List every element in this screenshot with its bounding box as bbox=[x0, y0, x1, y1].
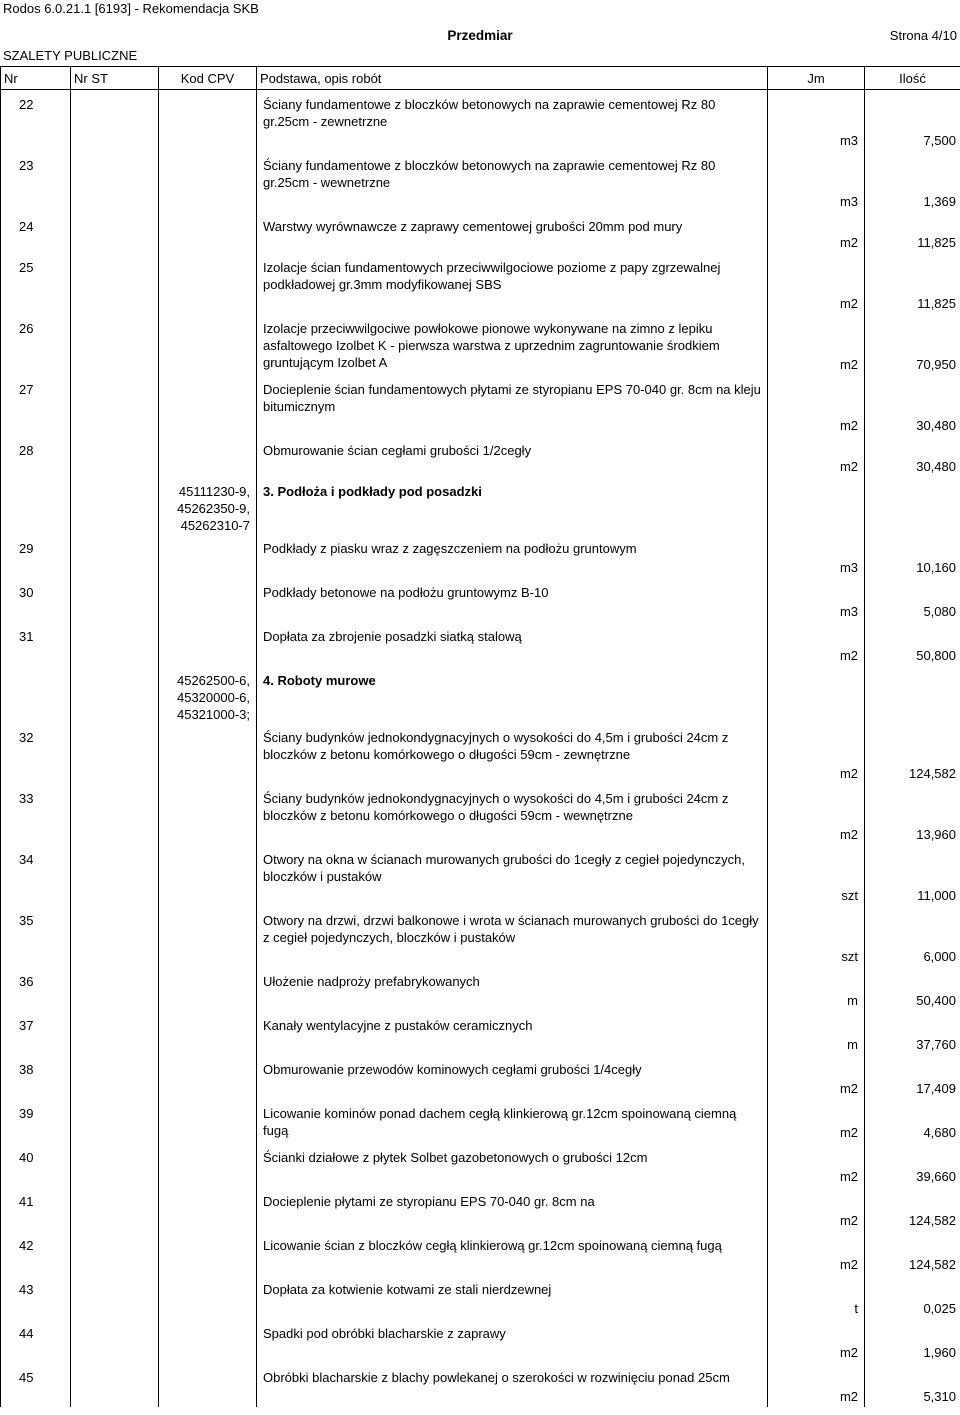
table-row bbox=[1, 967, 960, 1011]
cell-unit: m3 bbox=[768, 534, 865, 578]
cell-cpv bbox=[159, 314, 257, 375]
cell-quantity: 11,000 bbox=[865, 845, 960, 906]
cell-unit: m2 bbox=[768, 375, 865, 436]
cell-quantity: 70,950 bbox=[865, 314, 960, 375]
section-row bbox=[1, 666, 960, 723]
cell-nr: 45 bbox=[1, 1363, 71, 1407]
cell-nr: 24 bbox=[1, 212, 71, 253]
cell-description: Podkłady betonowe na podłożu gruntowymz B-10 bbox=[257, 578, 768, 622]
cell-cpv bbox=[159, 212, 257, 253]
cell-nr: 43 bbox=[1, 1275, 71, 1319]
cell-description: Dopłata za zbrojenie posadzki siatką stalową bbox=[257, 622, 768, 666]
cell-cpv bbox=[159, 1231, 257, 1275]
column-header-nr: Nr bbox=[1, 67, 71, 90]
cell-description: Obróbki blacharskie z blachy powlekanej o szerokości w rozwinięciu ponad 25cm bbox=[257, 1363, 768, 1407]
cell-nr: 22 bbox=[1, 90, 71, 151]
cell-nr-st bbox=[71, 1011, 159, 1055]
table-row bbox=[1, 534, 960, 578]
table-row bbox=[1, 436, 960, 477]
cell-description: Izolacje przeciwwilgociwe powłokowe pionowe wykonywane na zimno z lepiku asfaltowego Izolbet K - pierwsza warstwa z uprzednim zagruntowanie środkiem gruntującym Izolbet A bbox=[257, 314, 768, 375]
cell-nr: 29 bbox=[1, 534, 71, 578]
cell-nr-st bbox=[71, 578, 159, 622]
cell-unit: m2 bbox=[768, 1187, 865, 1231]
cell-nr: 44 bbox=[1, 1319, 71, 1363]
cell-cpv bbox=[159, 90, 257, 151]
cell-description: Otwory na okna w ścianach murowanych grubości do 1cegły z cegieł pojedynczych, bloczków i pustaków bbox=[257, 845, 768, 906]
table-row bbox=[1, 1231, 960, 1275]
table-row bbox=[1, 1275, 960, 1319]
table-row bbox=[1, 1187, 960, 1231]
cell-nr-st bbox=[71, 375, 159, 436]
cell-nr: 32 bbox=[1, 723, 71, 784]
cell-quantity: 6,000 bbox=[865, 906, 960, 967]
cell-nr-st bbox=[71, 1319, 159, 1363]
column-header-quantity: Ilość bbox=[865, 67, 960, 90]
cell-nr-st bbox=[71, 784, 159, 845]
cell-nr: 35 bbox=[1, 906, 71, 967]
cell-nr: 40 bbox=[1, 1143, 71, 1187]
cell-unit: m3 bbox=[768, 578, 865, 622]
cell-unit: m2 bbox=[768, 622, 865, 666]
cell-cpv bbox=[159, 151, 257, 212]
column-header-description: Podstawa, opis robót bbox=[257, 67, 768, 90]
cell-nr-st bbox=[71, 477, 159, 534]
cell-unit: m2 bbox=[768, 723, 865, 784]
document-title: Przedmiar bbox=[447, 28, 513, 43]
page-number: Strona 4/10 bbox=[889, 28, 957, 43]
cell-quantity: 0,025 bbox=[865, 1275, 960, 1319]
cell-quantity: 50,400 bbox=[865, 967, 960, 1011]
cell-cpv bbox=[159, 622, 257, 666]
cell-description: Spadki pod obróbki blacharskie z zaprawy bbox=[257, 1319, 768, 1363]
cell-unit: m2 bbox=[768, 1363, 865, 1407]
cell-nr-st bbox=[71, 151, 159, 212]
cell-nr: 41 bbox=[1, 1187, 71, 1231]
column-header-cpv: Kod CPV bbox=[159, 67, 257, 90]
cell-unit: m2 bbox=[768, 784, 865, 845]
cell-nr-st bbox=[71, 1055, 159, 1099]
table-row bbox=[1, 90, 960, 151]
cell-quantity: 1,960 bbox=[865, 1319, 960, 1363]
table-row bbox=[1, 1319, 960, 1363]
table-row bbox=[1, 151, 960, 212]
table-row bbox=[1, 314, 960, 375]
cell-nr bbox=[1, 477, 71, 534]
cell-cpv bbox=[159, 436, 257, 477]
bill-of-quantities-table bbox=[0, 66, 960, 1407]
app-title: Rodos 6.0.21.1 [6193] - Rekomendacja SKB bbox=[3, 1, 259, 16]
cell-nr: 30 bbox=[1, 578, 71, 622]
section-title: 3. Podłoża i podkłady pod posadzki bbox=[257, 477, 768, 534]
cell-quantity: 39,660 bbox=[865, 1143, 960, 1187]
column-header-unit: Jm bbox=[768, 67, 865, 90]
cell-nr: 31 bbox=[1, 622, 71, 666]
cell-unit: m2 bbox=[768, 1319, 865, 1363]
cell-unit: m3 bbox=[768, 151, 865, 212]
cell-cpv bbox=[159, 1187, 257, 1231]
cell-unit: m2 bbox=[768, 1099, 865, 1143]
cell-unit: t bbox=[768, 1275, 865, 1319]
cell-nr-st bbox=[71, 1363, 159, 1407]
cell-quantity: 5,080 bbox=[865, 578, 960, 622]
table-row bbox=[1, 622, 960, 666]
cell-nr-st bbox=[71, 967, 159, 1011]
cell-nr-st bbox=[71, 253, 159, 314]
table-row bbox=[1, 1099, 960, 1143]
cell-quantity: 124,582 bbox=[865, 723, 960, 784]
cell-description: Obmurowanie ścian cegłami grubości 1/2cegły bbox=[257, 436, 768, 477]
cell-unit: szt bbox=[768, 845, 865, 906]
cell-nr: 38 bbox=[1, 1055, 71, 1099]
cell-cpv bbox=[159, 1319, 257, 1363]
cell-unit: m2 bbox=[768, 212, 865, 253]
cell-quantity: 37,760 bbox=[865, 1011, 960, 1055]
cell-unit: m2 bbox=[768, 436, 865, 477]
cell-unit bbox=[768, 666, 865, 723]
cell-unit: m bbox=[768, 1011, 865, 1055]
cell-description: Ścianki działowe z płytek Solbet gazobetonowych o grubości 12cm bbox=[257, 1143, 768, 1187]
cell-cpv bbox=[159, 1275, 257, 1319]
cell-cpv bbox=[159, 967, 257, 1011]
cell-description: Docieplenie ścian fundamentowych płytami ze styropianu EPS 70-040 gr. 8cm na kleju bitumicznym bbox=[257, 375, 768, 436]
cell-description: Warstwy wyrównawcze z zaprawy cementowej grubości 20mm pod mury bbox=[257, 212, 768, 253]
cell-nr-st bbox=[71, 1231, 159, 1275]
table-header-row bbox=[1, 67, 960, 90]
cell-cpv: 45111230-9, 45262350-9, 45262310-7 bbox=[159, 477, 257, 534]
cell-cpv bbox=[159, 723, 257, 784]
table-row bbox=[1, 906, 960, 967]
cell-unit: m2 bbox=[768, 253, 865, 314]
cell-unit: m2 bbox=[768, 1143, 865, 1187]
cell-cpv bbox=[159, 1055, 257, 1099]
cell-nr-st bbox=[71, 1187, 159, 1231]
cell-unit: szt bbox=[768, 906, 865, 967]
cell-nr-st bbox=[71, 845, 159, 906]
cell-nr: 36 bbox=[1, 967, 71, 1011]
cell-nr-st bbox=[71, 1143, 159, 1187]
cell-unit: m2 bbox=[768, 1231, 865, 1275]
cell-unit: m3 bbox=[768, 90, 865, 151]
cell-unit: m2 bbox=[768, 314, 865, 375]
cell-nr: 33 bbox=[1, 784, 71, 845]
table-row bbox=[1, 1055, 960, 1099]
cell-description: Dopłata za kotwienie kotwami ze stali nierdzewnej bbox=[257, 1275, 768, 1319]
cell-nr-st bbox=[71, 666, 159, 723]
cell-description: Izolacje ścian fundamentowych przeciwwilgociowe poziome z papy zgrzewalnej podkładowej gr.3mm modyfikowanej SBS bbox=[257, 253, 768, 314]
table-row bbox=[1, 723, 960, 784]
cell-description: Ściany budynków jednokondygnacyjnych o wysokości do 4,5m i grubości 24cm z bloczków z betonu komórkowego o długości 59cm - zewnętrzne bbox=[257, 723, 768, 784]
cell-cpv bbox=[159, 253, 257, 314]
cell-description: Ułożenie nadproży prefabrykowanych bbox=[257, 967, 768, 1011]
cell-quantity: 1,369 bbox=[865, 151, 960, 212]
table-row bbox=[1, 212, 960, 253]
table-row bbox=[1, 1011, 960, 1055]
cell-unit: m2 bbox=[768, 1055, 865, 1099]
cell-description: Ściany fundamentowe z bloczków betonowych na zaprawie cementowej Rz 80 gr.25cm - zewnetrzne bbox=[257, 90, 768, 151]
cell-description: Licowanie ścian z bloczków cegłą klinkierową gr.12cm spoinowaną ciemną fugą bbox=[257, 1231, 768, 1275]
cell-nr-st bbox=[71, 212, 159, 253]
cell-nr-st bbox=[71, 723, 159, 784]
cell-description: Licowanie kominów ponad dachem cegłą klinkierową gr.12cm spoinowaną ciemną fugą bbox=[257, 1099, 768, 1143]
cell-quantity: 124,582 bbox=[865, 1231, 960, 1275]
cell-cpv bbox=[159, 1143, 257, 1187]
cell-nr: 42 bbox=[1, 1231, 71, 1275]
cell-description: Podkłady z piasku wraz z zagęszczeniem na podłożu gruntowym bbox=[257, 534, 768, 578]
cell-nr-st bbox=[71, 906, 159, 967]
cell-quantity: 17,409 bbox=[865, 1055, 960, 1099]
cell-nr-st bbox=[71, 314, 159, 375]
table-row bbox=[1, 1363, 960, 1407]
cell-description: Ściany fundamentowe z bloczków betonowych na zaprawie cementowej Rz 80 gr.25cm - wewnetrzne bbox=[257, 151, 768, 212]
cell-nr: 25 bbox=[1, 253, 71, 314]
cell-nr: 23 bbox=[1, 151, 71, 212]
cell-nr-st bbox=[71, 436, 159, 477]
cell-cpv bbox=[159, 578, 257, 622]
table-row bbox=[1, 253, 960, 314]
cell-quantity: 30,480 bbox=[865, 436, 960, 477]
cell-nr: 27 bbox=[1, 375, 71, 436]
cell-quantity: 4,680 bbox=[865, 1099, 960, 1143]
cell-nr-st bbox=[71, 1275, 159, 1319]
cell-quantity: 13,960 bbox=[865, 784, 960, 845]
cell-quantity: 11,825 bbox=[865, 212, 960, 253]
cell-quantity bbox=[865, 666, 960, 723]
cell-quantity: 10,160 bbox=[865, 534, 960, 578]
cell-nr-st bbox=[71, 534, 159, 578]
cell-cpv bbox=[159, 534, 257, 578]
cell-description: Kanały wentylacyjne z pustaków ceramicznych bbox=[257, 1011, 768, 1055]
section-row bbox=[1, 477, 960, 534]
cell-nr: 39 bbox=[1, 1099, 71, 1143]
cell-nr bbox=[1, 666, 71, 723]
cell-quantity: 7,500 bbox=[865, 90, 960, 151]
table-row bbox=[1, 845, 960, 906]
cell-quantity: 11,825 bbox=[865, 253, 960, 314]
table-row bbox=[1, 375, 960, 436]
cell-nr: 26 bbox=[1, 314, 71, 375]
cell-nr: 37 bbox=[1, 1011, 71, 1055]
cell-nr: 34 bbox=[1, 845, 71, 906]
cell-description: Otwory na drzwi, drzwi balkonowe i wrota w ścianach murowanych grubości do 1cegły z cegieł pojedynczych, bloczków i pustaków bbox=[257, 906, 768, 967]
column-header-nr-st: Nr ST bbox=[71, 67, 159, 90]
cell-description: Docieplenie płytami ze styropianu EPS 70-040 gr. 8cm na bbox=[257, 1187, 768, 1231]
cell-quantity: 5,310 bbox=[865, 1363, 960, 1407]
cell-cpv bbox=[159, 1099, 257, 1143]
cell-quantity: 30,480 bbox=[865, 375, 960, 436]
cell-description: Obmurowanie przewodów kominowych cegłami grubości 1/4cegły bbox=[257, 1055, 768, 1099]
project-name: SZALETY PUBLICZNE bbox=[3, 48, 138, 63]
cell-cpv bbox=[159, 906, 257, 967]
table-row bbox=[1, 578, 960, 622]
cell-nr-st bbox=[71, 90, 159, 151]
cell-quantity bbox=[865, 477, 960, 534]
cell-nr: 28 bbox=[1, 436, 71, 477]
table-row bbox=[1, 1143, 960, 1187]
section-title: 4. Roboty murowe bbox=[257, 666, 768, 723]
cell-cpv bbox=[159, 1011, 257, 1055]
cell-quantity: 50,800 bbox=[865, 622, 960, 666]
table-row bbox=[1, 784, 960, 845]
cell-cpv bbox=[159, 845, 257, 906]
cell-cpv bbox=[159, 1363, 257, 1407]
cell-quantity: 124,582 bbox=[865, 1187, 960, 1231]
cell-nr-st bbox=[71, 1099, 159, 1143]
cell-unit bbox=[768, 477, 865, 534]
cell-cpv bbox=[159, 784, 257, 845]
cell-cpv bbox=[159, 375, 257, 436]
cell-cpv: 45262500-6, 45320000-6, 45321000-3; bbox=[159, 666, 257, 723]
cell-unit: m bbox=[768, 967, 865, 1011]
cell-nr-st bbox=[71, 622, 159, 666]
cell-description: Ściany budynków jednokondygnacyjnych o wysokości do 4,5m i grubości 24cm z bloczków z betonu komórkowego o długości 59cm - wewnętrzne bbox=[257, 784, 768, 845]
